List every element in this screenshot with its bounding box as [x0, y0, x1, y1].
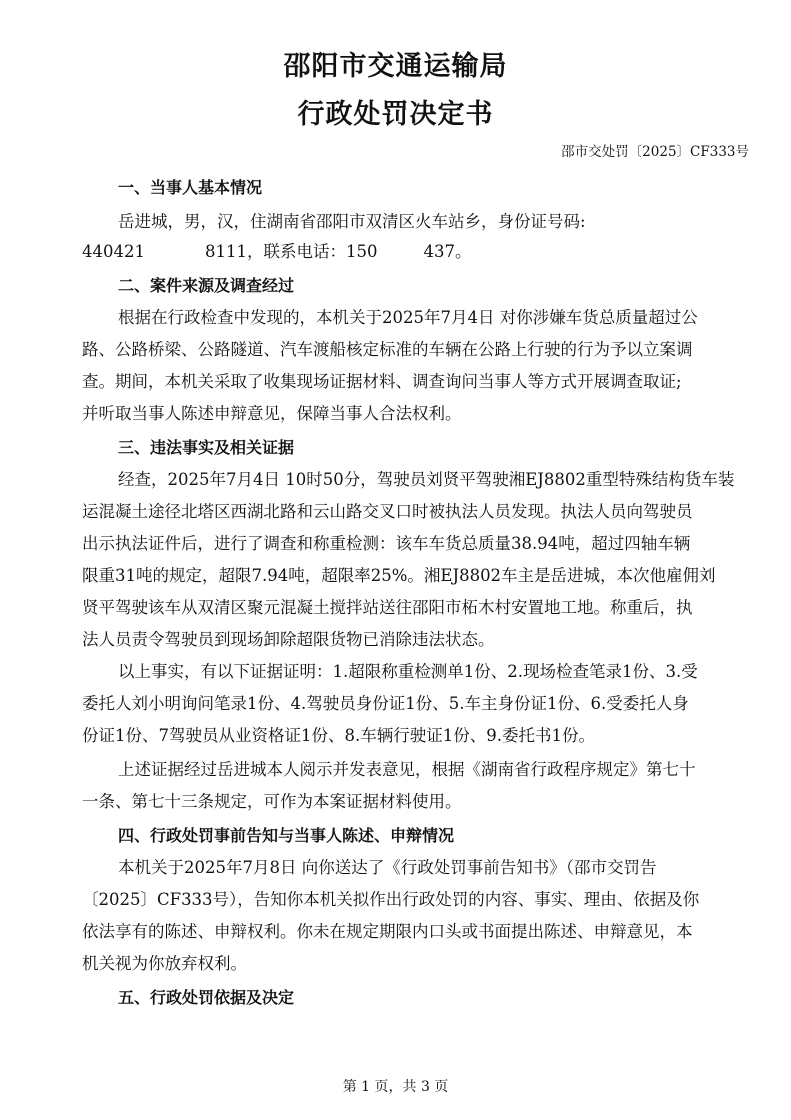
paragraph-line: 以上事实，有以下证据证明：1.超限称重检测单1份、2.现场检查笔录1份、3.受	[118, 662, 698, 681]
section-heading: 一、当事人基本情况	[118, 178, 263, 197]
paragraph-line: 路、公路桥梁、公路隧道、汽车渡船核定标准的车辆在公路上行驶的行为予以立案调	[82, 340, 693, 359]
paragraph-line: 委托人刘小明询问笔录1份、4.驾驶员身份证1份、5.车主身份证1份、6.受委托人身	[82, 694, 689, 713]
agency-title: 邵阳市交通运输局	[283, 51, 508, 82]
text-segment: 岳进城，男，汉，住湖南省邵阳市双清区火车站乡，身份证号码:	[118, 212, 586, 231]
text-segment: 440421	[82, 242, 145, 261]
paragraph-line: 机关视为你放弃权利。	[82, 954, 247, 973]
page-number: 第 1 页，共 3 页	[342, 1079, 449, 1095]
document-title: 行政处罚决定书	[297, 99, 494, 130]
paragraph-line	[118, 212, 752, 232]
text-segment: 8111，联系电话：150	[205, 242, 378, 261]
paragraph-line: 经查，2025年7月4日 10时50分，驾驶员刘贤平驾驶湘EJ8802重型特殊结构货车装	[118, 470, 735, 489]
paragraph-line: 贤平驾驶该车从双清区聚元混凝土搅拌站送往邵阳市柘木村安置地工地。称重后，执	[82, 598, 693, 617]
paragraph-line	[82, 242, 752, 262]
text-segment: 437。	[423, 242, 472, 261]
paragraph-line: 本机关于2025年7月8日 向你送达了《行政处罚事前告知书》（邵市交罚告	[118, 858, 657, 877]
section-heading: 五、行政处罚依据及决定	[118, 988, 295, 1007]
paragraph-line: 份证1份、7驾驶员从业资格证1份、8.车辆行驶证1份、9.委托书1份。	[82, 726, 595, 745]
section-heading: 二、案件来源及调查经过	[118, 276, 295, 295]
paragraph-line: 一条、第七十三条规定，可作为本案证据材料使用。	[82, 792, 462, 811]
paragraph-line: 运混凝土途径北塔区西湖北路和云山路交叉口时被执法人员发现。执法人员向驾驶员	[82, 502, 693, 521]
paragraph-line: 根据在行政检查中发现的，本机关于2025年7月4日 对你涉嫌车货总质量超过公	[118, 308, 698, 327]
section-heading: 四、行政处罚事前告知与当事人陈述、申辩情况	[118, 826, 455, 845]
paragraph-line: 依法享有的陈述、申辩权利。你未在规定期限内口头或书面提出陈述、申辩意见，本	[82, 922, 693, 941]
paragraph-line: 查。期间，本机关采取了收集现场证据材料、调查询问当事人等方式开展调查取证;	[82, 372, 682, 391]
paragraph-line: 法人员责令驾驶员到现场卸除超限货物已消除违法状态。	[82, 630, 495, 649]
paragraph-line: 限重31吨的规定，超限7.94吨，超限率25%。湘EJ8802车主是岳进城，本次他雇佣刘	[82, 566, 716, 585]
paragraph-line: 并听取当事人陈述申辩意见，保障当事人合法权利。	[82, 404, 462, 423]
document-number: 邵市交处罚〔2025〕CF333号	[561, 144, 749, 160]
section-heading: 三、违法事实及相关证据	[118, 438, 295, 457]
paragraph-line: 上述证据经过岳进城本人阅示并发表意见，根据《湖南省行政程序规定》第七十	[118, 760, 696, 779]
paragraph-line: 〔2025〕CF333号），告知你本机关拟作出行政处罚的内容、事实、理由、依据及你	[82, 890, 700, 909]
paragraph-line: 出示执法证件后，进行了调查和称重检测：该车车货总质量38.94吨，超过四轴车辆	[82, 534, 691, 553]
